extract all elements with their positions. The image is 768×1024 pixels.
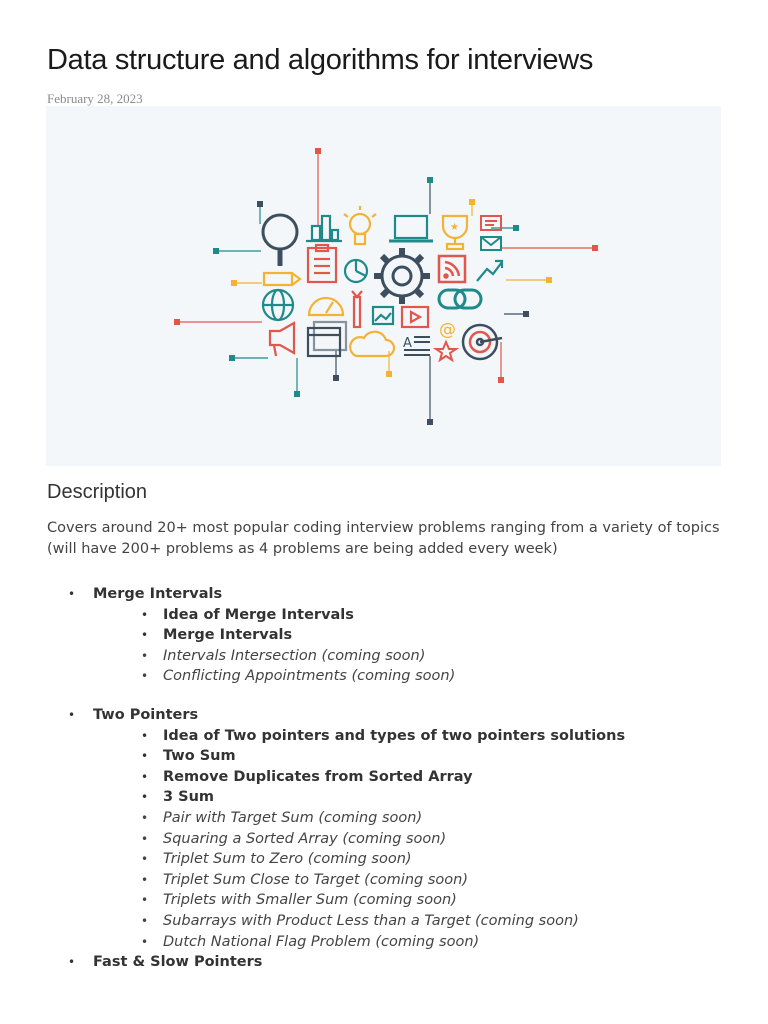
wrench-icon	[352, 291, 362, 327]
star-icon	[436, 342, 456, 360]
pencil-icon	[264, 273, 300, 285]
image-icon	[373, 307, 393, 324]
list-item: • Remove Duplicates from Sorted Array	[93, 767, 768, 788]
at-sign-icon	[439, 320, 456, 340]
post-date: February 28, 2023	[47, 91, 143, 106]
topic-list	[0, 584, 768, 973]
page-title: Data structure and algorithms for interviews	[47, 44, 594, 76]
list-item: • Dutch National Flag Problem (coming soon)	[93, 932, 768, 953]
pie-chart-icon	[345, 260, 367, 282]
trend-arrow-icon	[477, 261, 502, 281]
illustration-svg	[46, 106, 721, 466]
description-text: Covers around 20+ most popular coding interview problems ranging from a variety of topics (will have 200+ problems as 4 problems are being added every week)	[47, 520, 720, 557]
link-icon	[439, 290, 481, 308]
list-item: • 3 Sum	[93, 787, 768, 808]
list-item: • Merge Intervals	[93, 625, 768, 646]
list-item: • Squaring a Sorted Array (coming soon)	[93, 829, 768, 850]
list-item: • Intervals Intersection (coming soon)	[93, 646, 768, 667]
target-icon	[463, 325, 502, 359]
lightbulb-icon	[344, 206, 376, 244]
topic-two-pointers	[0, 705, 768, 952]
cloud-icon	[350, 332, 394, 356]
globe-icon	[263, 290, 293, 320]
list-item: • Subarrays with Product Less than a Target (coming soon)	[93, 911, 768, 932]
browser-icon	[308, 322, 346, 356]
svg-text:A: A	[403, 336, 412, 351]
list-item: • Idea of Merge Intervals	[93, 605, 768, 626]
megaphone-icon	[270, 323, 294, 356]
envelope-icon	[481, 237, 501, 250]
clipboard-icon	[308, 245, 336, 282]
list-item: • Triplets with Smaller Sum (coming soon)	[93, 890, 768, 911]
list-item: • Two Sum	[93, 746, 768, 767]
svg-text:@: @	[439, 320, 456, 340]
list-item: • Triplet Sum to Zero (coming soon)	[93, 849, 768, 870]
svg-text:★: ★	[450, 222, 459, 233]
topic-label: Two Pointers	[93, 706, 199, 723]
topic-merge-intervals	[0, 584, 768, 705]
list-item: • Triplet Sum Close to Target (coming soon)	[93, 870, 768, 891]
gear-icon	[374, 248, 430, 304]
topic-label: Fast & Slow Pointers	[93, 954, 263, 971]
list-item: • Conflicting Appointments (coming soon)	[93, 666, 768, 687]
topic-label: Merge Intervals	[93, 586, 223, 602]
list-item: • Idea of Two pointers and types of two pointers solutions	[93, 726, 768, 747]
laptop-icon	[389, 216, 433, 241]
magnifier-icon	[263, 215, 297, 266]
video-icon	[402, 307, 428, 327]
gauge-icon	[309, 298, 343, 315]
list-item: • Pair with Target Sum (coming soon)	[93, 808, 768, 829]
bar-chart-icon	[306, 216, 342, 241]
rss-icon	[439, 256, 465, 282]
hero-illustration	[46, 106, 721, 466]
subtopic-list	[93, 726, 768, 953]
trophy-icon	[443, 216, 467, 249]
document-icon	[403, 336, 430, 355]
description-heading: Description	[47, 481, 148, 503]
subtopic-list	[93, 605, 768, 687]
topic-fast-slow-pointers	[0, 952, 768, 973]
